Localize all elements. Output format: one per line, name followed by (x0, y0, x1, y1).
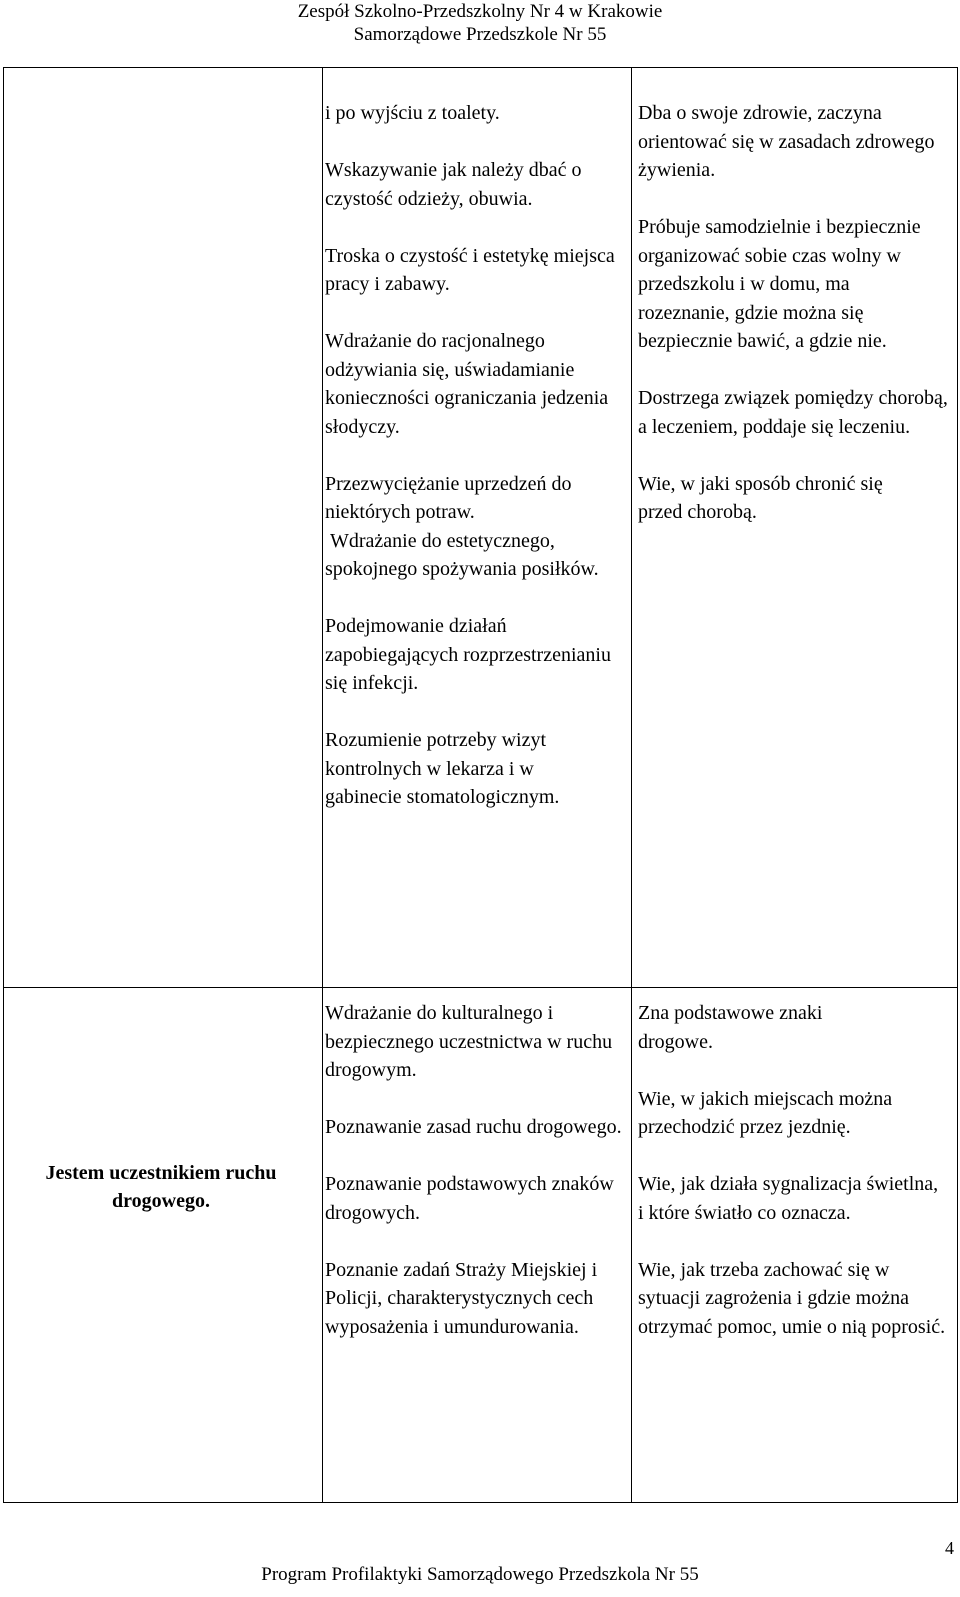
task-item: Poznawanie zasad ruchu drogowego. (325, 1116, 622, 1138)
task-item: Troska o czystość i estetykę miejsca pracy i zabawy. (325, 244, 615, 295)
row1-tasks-cell (325, 99, 625, 812)
header-school-name: Zespół Szkolno-Przedszkolny Nr 4 w Krakowie (297, 1, 663, 22)
outcome-item: Wie, w jaki sposób chronić się przed chorobą. (638, 472, 883, 523)
outcome-item: Wie, jak działa sygnalizacja świetlna, i które światło co oznacza. (638, 1173, 939, 1224)
task-item: Rozumienie potrzeby wizyt kontrolnych w lekarza i w gabinecie stomatologicznym. (325, 729, 560, 808)
row2-topic: Jestem uczestnikiem ruchu drogowego. (45, 1162, 277, 1212)
column-divider-1 (322, 68, 323, 1502)
row1-outcomes-cell (638, 99, 954, 527)
task-item: Wdrażanie do estetycznego, spokojnego spożywania posiłków. (325, 529, 599, 580)
outcome-item: Zna podstawowe znaki drogowe. (638, 1002, 823, 1053)
row-divider (4, 987, 957, 988)
task-item: Podejmowanie działań zapobiegających rozprzestrzenianiu się infekcji. (325, 615, 611, 694)
task-item: Wskazywanie jak należy dbać o czystość odzieży, obuwia. (325, 159, 582, 210)
task-item: Poznawanie podstawowych znaków drogowych. (325, 1173, 614, 1224)
column-divider-2 (631, 68, 632, 1502)
outcome-item: Dba o swoje zdrowie, zaczyna orientować się w zasadach zdrowego żywienia. (638, 102, 935, 181)
row2-tasks-cell (325, 999, 625, 1341)
task-item: Wdrażanie do kulturalnego i bezpiecznego uczestnictwa w ruchu drogowym. (325, 1002, 613, 1081)
program-table (3, 67, 958, 1503)
task-item: Wdrażanie do racjonalnego odżywiania się, uświadamianie konieczności ograniczania jedzenia słodyczy. (325, 330, 609, 438)
task-item: Przezwyciężanie uprzedzeń do niektórych potraw. (325, 472, 572, 523)
outcome-item: Próbuje samodzielnie i bezpiecznie organizować sobie czas wolny w przedszkolu i w domu, ma rozeznanie, gdzie można się bezpiecznie bawić, a gdzie nie. (638, 216, 921, 352)
page-footer: Program Profilaktyki Samorządowego Przedszkola Nr 55 (261, 1564, 699, 1585)
outcome-item: Wie, jak trzeba zachować się w sytuacji zagrożenia i gdzie można otrzymać pomoc, umie o nią poprosić. (638, 1258, 946, 1338)
row2-outcomes-cell (638, 999, 948, 1341)
header-kindergarten-name: Samorządowe Przedszkole Nr 55 (353, 24, 607, 45)
task-item: Poznanie zadań Straży Miejskiej i Policji, charakterystycznych cech wyposażenia i umundurowania. (325, 1258, 598, 1338)
outcome-item: Dostrzega związek pomiędzy chorobą, a leczeniem, poddaje się leczeniu. (638, 387, 948, 438)
outcome-item: Wie, w jakich miejscach można przechodzić przez jezdnię. (638, 1087, 893, 1138)
page-number: 4 (945, 1538, 954, 1558)
task-item: i po wyjściu z toalety. (325, 102, 500, 124)
